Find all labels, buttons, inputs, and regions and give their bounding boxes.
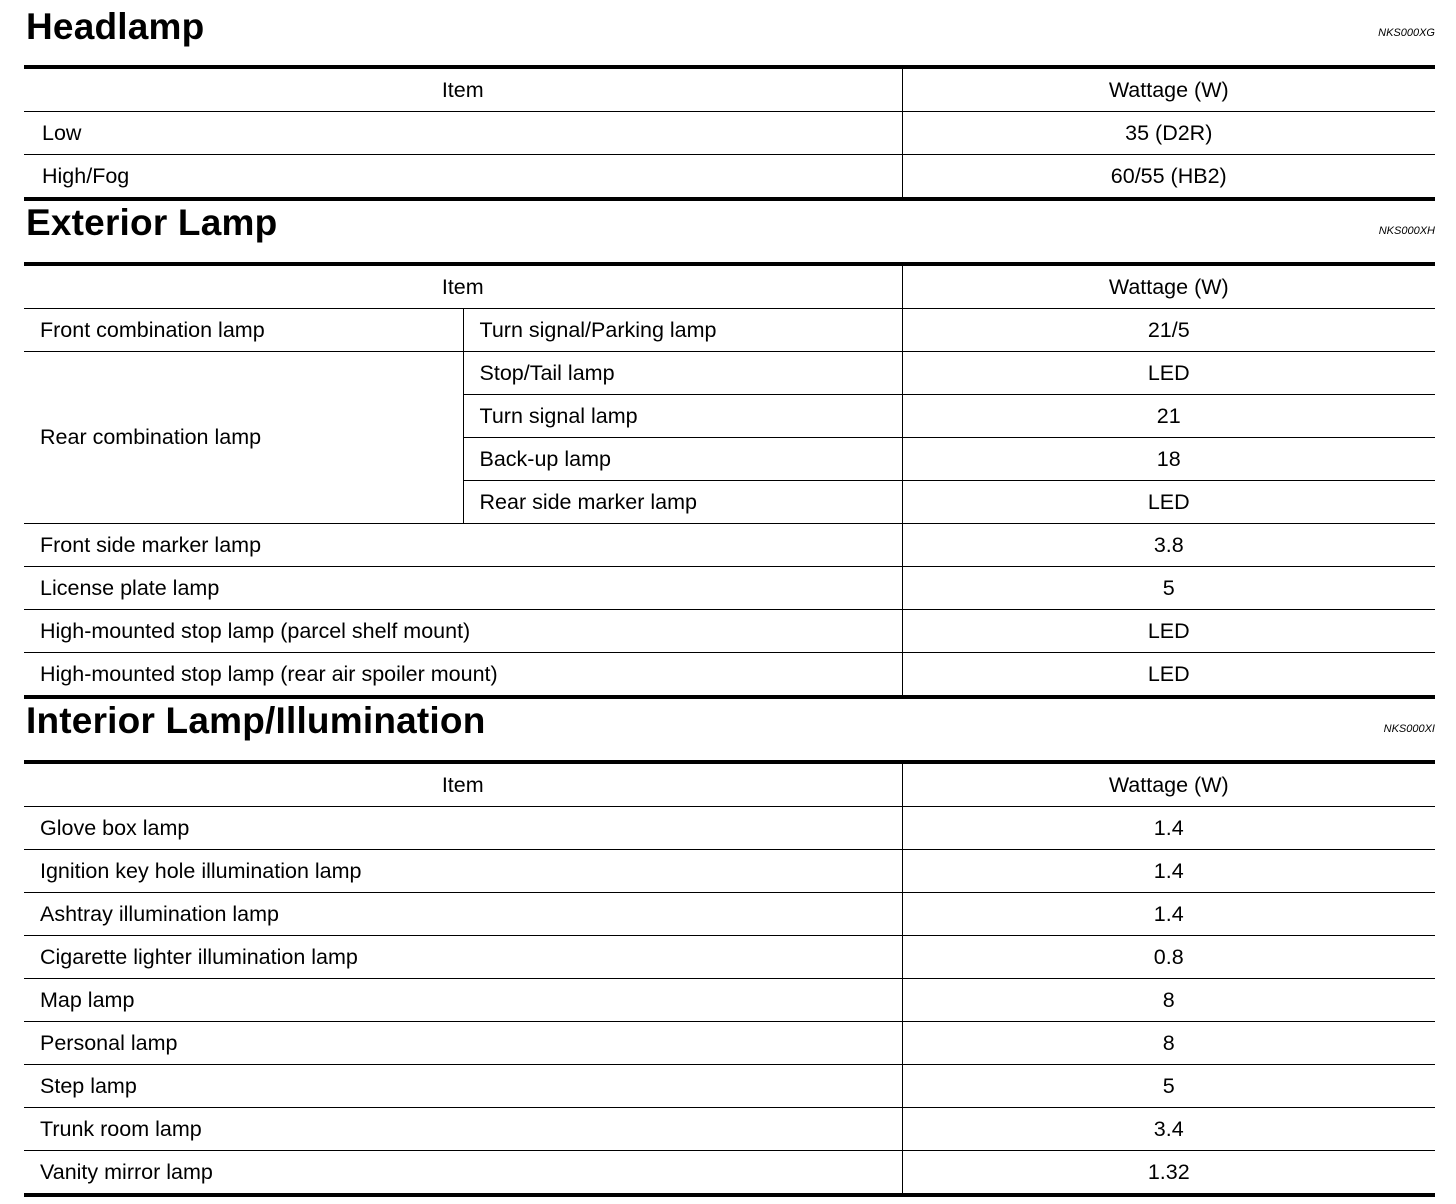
table-row (24, 352, 1435, 395)
table-row (24, 979, 1435, 1022)
table-header-row (24, 67, 1435, 112)
interior-title-row (24, 694, 1435, 760)
row-item: Step lamp (24, 1065, 902, 1108)
headlamp-section (24, 0, 1435, 201)
table-row (24, 1065, 1435, 1108)
table-row (24, 936, 1435, 979)
row-wattage: 1.32 (902, 1151, 1435, 1196)
row-wattage: LED (902, 653, 1435, 698)
interior-section (24, 694, 1435, 1197)
header-item: Item (24, 264, 902, 309)
row-item: Ashtray illumination lamp (24, 893, 902, 936)
headlamp-code: NKS000XG (1378, 27, 1435, 39)
table-row (24, 610, 1435, 653)
row-item: Ignition key hole illumination lamp (24, 850, 902, 893)
row-item: License plate lamp (24, 567, 902, 610)
header-item: Item (24, 67, 902, 112)
row-wattage: 3.4 (902, 1108, 1435, 1151)
rear-combination-wattage: 21 (902, 395, 1435, 438)
row-item: High/Fog (24, 155, 902, 200)
row-item: Trunk room lamp (24, 1108, 902, 1151)
interior-rows (24, 807, 1435, 1196)
row-item: Glove box lamp (24, 807, 902, 850)
row-wattage: 1.4 (902, 807, 1435, 850)
table-row (24, 1151, 1435, 1196)
row-wattage: 8 (902, 979, 1435, 1022)
rear-combination-sub: Stop/Tail lamp (463, 352, 902, 395)
rear-combination-sub: Turn signal lamp (463, 395, 902, 438)
headlamp-title: Headlamp (26, 6, 205, 47)
row-item: Map lamp (24, 979, 902, 1022)
table-row (24, 155, 1435, 200)
row-item: Front side marker lamp (24, 524, 902, 567)
front-combination-group: Front combination lamp (24, 309, 463, 352)
headlamp-table (24, 65, 1435, 201)
row-wattage: 0.8 (902, 936, 1435, 979)
table-row (24, 850, 1435, 893)
row-wattage: 3.8 (902, 524, 1435, 567)
exterior-code: NKS000XH (1378, 225, 1435, 237)
rear-combination-wattage: 18 (902, 438, 1435, 481)
row-wattage: 5 (902, 1065, 1435, 1108)
row-wattage: 35 (D2R) (902, 112, 1435, 155)
interior-title: Interior Lamp/Illumination (26, 700, 486, 741)
row-item: High-mounted stop lamp (rear air spoiler mount) (24, 653, 902, 698)
exterior-table (24, 262, 1435, 699)
rear-combination-wattage: LED (902, 352, 1435, 395)
row-wattage: 1.4 (902, 893, 1435, 936)
exterior-rows (24, 309, 1435, 698)
table-row (24, 309, 1435, 352)
row-item: Low (24, 112, 902, 155)
table-row (24, 807, 1435, 850)
exterior-title: Exterior Lamp (26, 202, 278, 243)
exterior-section (24, 196, 1435, 699)
table-header-row (24, 762, 1435, 807)
table-row (24, 893, 1435, 936)
row-item: Personal lamp (24, 1022, 902, 1065)
header-wattage: Wattage (W) (902, 67, 1435, 112)
row-item: Cigarette lighter illumination lamp (24, 936, 902, 979)
exterior-title-row (24, 196, 1435, 262)
row-wattage: 1.4 (902, 850, 1435, 893)
row-wattage: 60/55 (HB2) (902, 155, 1435, 200)
headlamp-title-row (24, 0, 1435, 65)
rear-combination-group: Rear combination lamp (24, 352, 463, 524)
header-wattage: Wattage (W) (902, 264, 1435, 309)
table-row (24, 1022, 1435, 1065)
rear-combination-wattage: LED (902, 481, 1435, 524)
rear-combination-sub: Rear side marker lamp (463, 481, 902, 524)
table-row (24, 1108, 1435, 1151)
rear-combination-sub: Back-up lamp (463, 438, 902, 481)
table-header-row (24, 264, 1435, 309)
interior-code: NKS000XI (1383, 723, 1435, 735)
header-wattage: Wattage (W) (902, 762, 1435, 807)
row-item: Vanity mirror lamp (24, 1151, 902, 1196)
row-wattage: 8 (902, 1022, 1435, 1065)
row-wattage: 5 (902, 567, 1435, 610)
header-item: Item (24, 762, 902, 807)
table-row (24, 524, 1435, 567)
row-wattage: LED (902, 610, 1435, 653)
table-row (24, 112, 1435, 155)
headlamp-rows (24, 112, 1435, 200)
interior-table (24, 760, 1435, 1197)
table-row (24, 653, 1435, 698)
front-combination-wattage: 21/5 (902, 309, 1435, 352)
row-item: High-mounted stop lamp (parcel shelf mount) (24, 610, 902, 653)
front-combination-sub: Turn signal/Parking lamp (463, 309, 902, 352)
table-row (24, 567, 1435, 610)
